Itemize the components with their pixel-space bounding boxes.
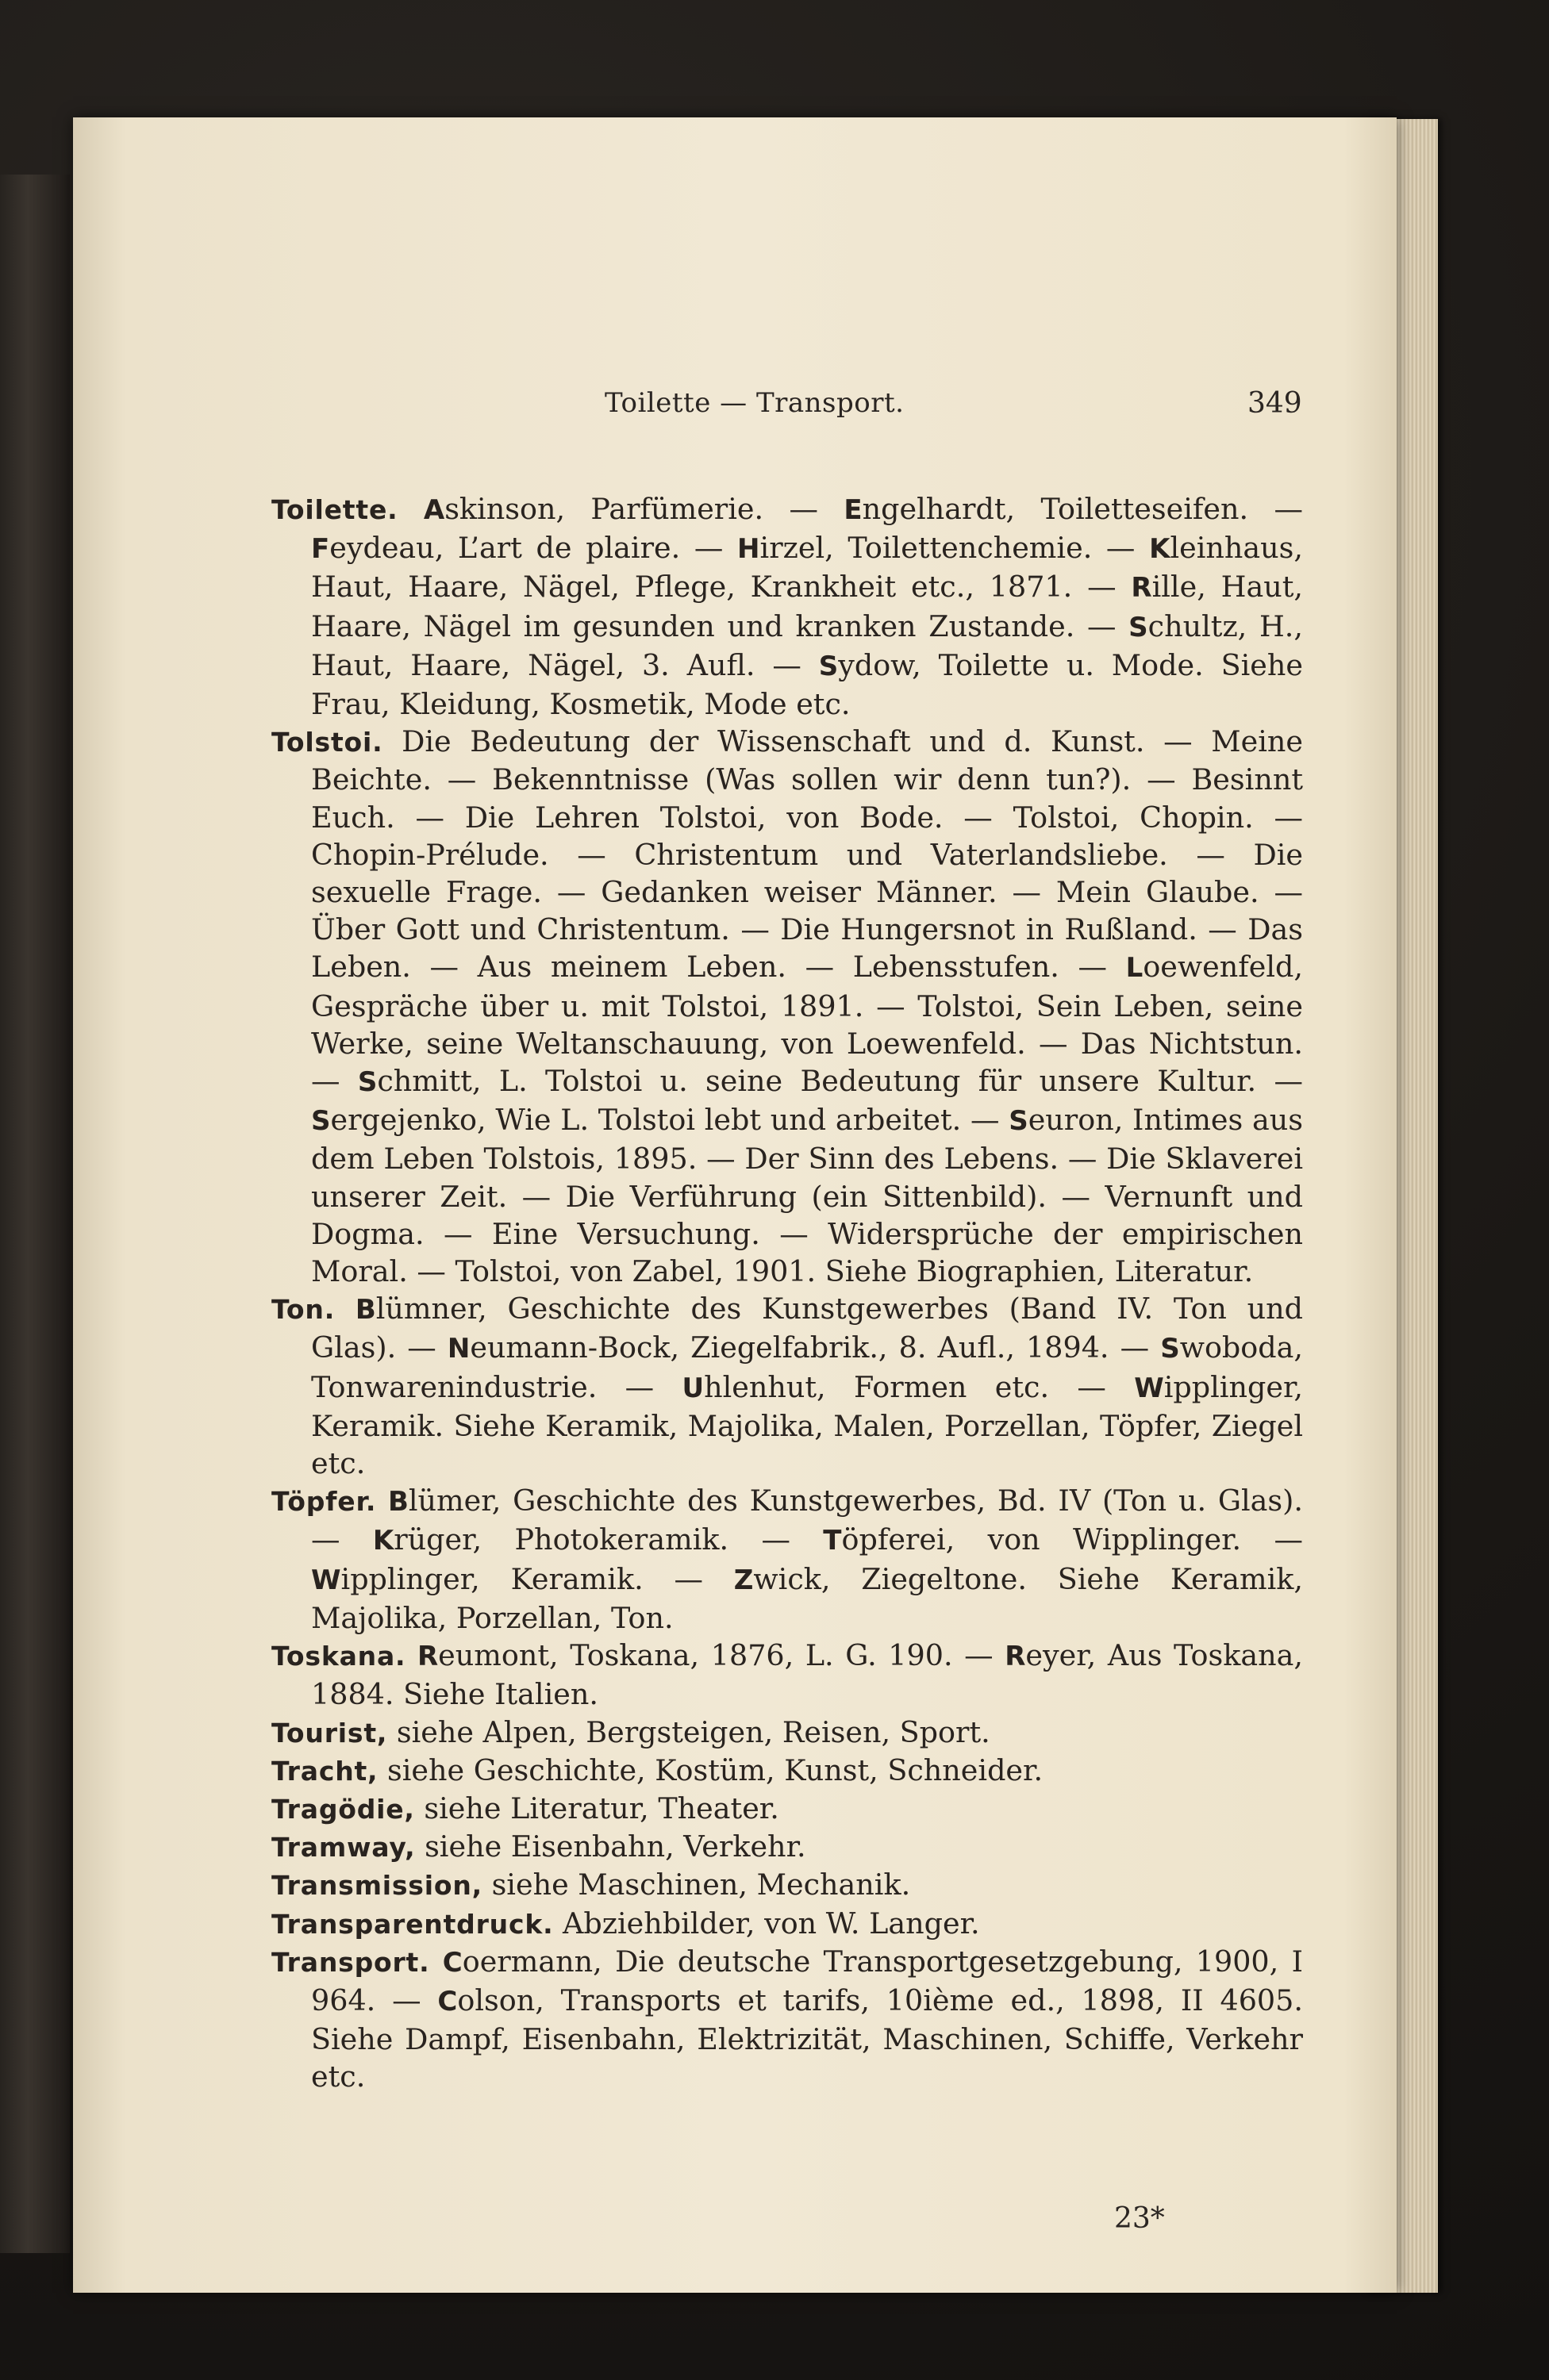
entry-headword: Transport. [271,1946,430,1978]
author-initial: Z [733,1564,754,1596]
author-initial: T [823,1525,842,1557]
entry-text: eumont, Toskana, 1876, L. G. 190. — [438,1638,1005,1673]
author-initial: H [737,533,760,566]
entry-text: oermann, Die deutsche Transportgesetzgebung, 1900, I 964. — [311,1944,1303,2017]
entry-text: siehe Eisenbahn, Verkehr. [425,1829,806,1864]
entry-text: eyer, Aus Toskana, 1884. Siehe Italien. [311,1638,1303,1712]
entry-text: Abziehbilder, von W. Langer. [563,1906,980,1940]
entry-text: ille, Haut, Haare, Nägel im gesunden und kranken Zustande. — [311,570,1303,643]
entry-text: hlenhut, Formen etc. — [704,1369,1135,1404]
author-initial: R [417,1641,439,1673]
index-entry [271,1866,1303,1904]
index-entry [271,1905,1303,1943]
entry-text: Die Bedeutung der Wissenschaft und d. Kunst. — Meine Beichte. — Bekenntnisse (Was sollen wir denn tun?). — Besinnt Euch. — Die Lehren Tolstoi, von Bode. — Tolstoi, Chopin. — Chopin-Prélude. — Christentum und Vaterlandsliebe. — Die sexuelle Frage. — Gedanken weiser Männer. — Mein Glaube. — Über Gott und Christentum. — Die Hungersnot in Rußland. — Das Leben. — Aus meinem Leben. — Lebensstufen. — [311,724,1303,985]
book-spine [0,175,70,2253]
entry-headword: Tragödie, [271,1793,415,1825]
entry-text: siehe Geschichte, Kostüm, Kunst, Schneider. [387,1752,1044,1787]
author-initial: A [423,494,445,526]
index-entry [271,1714,1303,1752]
entry-text: ipplinger, Keramik. — [340,1561,734,1596]
entry-text: ipplinger, Keramik. Siehe Keramik, Majolika, Malen, Porzellan, Töpfer, Ziegel etc. [311,1369,1303,1481]
entry-headword: Tolstoi. [271,727,383,758]
author-initial: W [1134,1372,1164,1404]
entry-headword: Ton. [271,1294,336,1326]
entry-text: rüger, Photokeramik. — [394,1522,824,1557]
entry-text: skinson, Parfümerie. — [444,492,844,526]
index-entry [271,1482,1303,1637]
entry-text: euron, Intimes aus dem Leben Tolstois, 1895. — Der Sinn des Lebens. — Die Sklaverei unserer Zeit. — Die Verführung (ein Sittenbild). — Vernunft und Dogma. — Eine Versuchung. — Widersprüche der empirischen Moral. — Tolstoi, von Zabel, 1901. Siehe Biographien, Literatur. [311,1103,1303,1289]
signature-mark: 23* [1114,2202,1165,2235]
entry-text: siehe Alpen, Bergsteigen, Reisen, Sport. [396,1714,990,1749]
entry-text: siehe Literatur, Theater. [424,1791,779,1825]
index-entry [271,1290,1303,1482]
entry-headword: Tourist, [271,1717,388,1749]
running-head [73,387,1397,419]
author-initial: S [1009,1105,1028,1138]
entry-text: chmitt, L. Tolstoi u. seine Bedeutung für unsere Kultur. — [377,1064,1303,1099]
entry-text: ydow, Toilette u. Mode. Siehe Frau, Kleidung, Kosmetik, Mode etc. [311,647,1303,722]
author-initial: W [311,1564,341,1596]
entry-text: ergejenko, Wie L. Tolstoi lebt und arbeitet. — [330,1103,1009,1138]
entry-text: eumann-Bock, Ziegelfabrik., 8. Aufl., 1894. — [470,1330,1161,1365]
author-initial: U [682,1372,705,1404]
entry-text: leinhaus, Haut, Haare, Nägel, Pflege, Krankheit etc., 1871. — [311,531,1304,605]
author-initial: B [355,1294,376,1326]
running-title: Toilette — Transport. [605,387,905,419]
entry-headword: Tramway, [271,1832,416,1864]
entry-text: chultz, H., Haut, Haare, Nägel, 3. Aufl. — [311,608,1303,682]
entry-text: öpferei, von Wipplinger. — [841,1522,1303,1557]
author-initial: B [387,1486,409,1518]
entry-text: lümner, Geschichte des Kunstgewerbes (Band IV. Ton und Glas). — [311,1292,1303,1365]
author-initial: R [1131,572,1152,605]
author-initial: L [1125,952,1143,985]
index-entry [271,1943,1303,2096]
index-entry [271,1828,1303,1866]
entry-text: olson, Transports et tarifs, 10ième ed., 1898, II 4605. Siehe Dampf, Eisenbahn, Elektrizität, Maschinen, Schiffe, Verkehr etc. [311,1983,1303,2094]
author-initial: K [1149,533,1170,566]
author-initial: C [437,1985,458,2017]
entry-headword: Toskana. [271,1641,406,1672]
author-initial: R [1005,1641,1026,1673]
index-entries [271,490,1303,2096]
entry-text: siehe Maschinen, Mechanik. [491,1868,911,1902]
author-initial: S [1160,1333,1180,1365]
entry-text: woboda, Tonwarenindustrie. — [311,1330,1303,1404]
entry-headword: Tracht, [271,1755,379,1787]
index-entry [271,1752,1303,1790]
author-initial: S [1128,611,1148,643]
entry-text: eydeau, L’art de plaire. — [329,531,738,566]
entry-text: oewenfeld, Gespräche über u. mit Tolstoi, 1891. — Tolstoi, Sein Leben, seine Werke, seine Weltanschauung, von Loewenfeld. — Das Nichtstun. — [311,950,1303,1099]
entry-headword: Transparentdruck. [271,1908,554,1940]
index-entry [271,1790,1303,1828]
entry-headword: Transmission, [271,1870,482,1902]
entry-text: irzel, Toilettenchemie. — [759,531,1150,566]
entry-text: lümer, Geschichte des Kunstgewerbes, Bd. IV (Ton u. Glas). — [311,1484,1303,1557]
entry-headword: Töpfer. [271,1486,377,1518]
book-page [73,117,1397,2293]
index-entry [271,490,1303,723]
index-entry [271,723,1303,1290]
entry-text: wick, Ziegeltone. Siehe Keramik, Majolika, Porzellan, Ton. [311,1561,1303,1635]
author-initial: C [442,1946,463,1979]
entry-headword: Toilette. [271,494,398,525]
author-initial: S [818,650,839,682]
entry-text: ngelhardt, Toiletteseifen. — [862,492,1303,526]
author-initial: N [447,1333,471,1365]
author-initial: S [357,1066,378,1099]
author-initial: K [372,1525,394,1557]
index-entry [271,1637,1303,1713]
author-initial: E [844,494,863,526]
author-initial: F [311,533,330,566]
author-initial: S [311,1105,331,1138]
page-number: 349 [1247,387,1302,420]
